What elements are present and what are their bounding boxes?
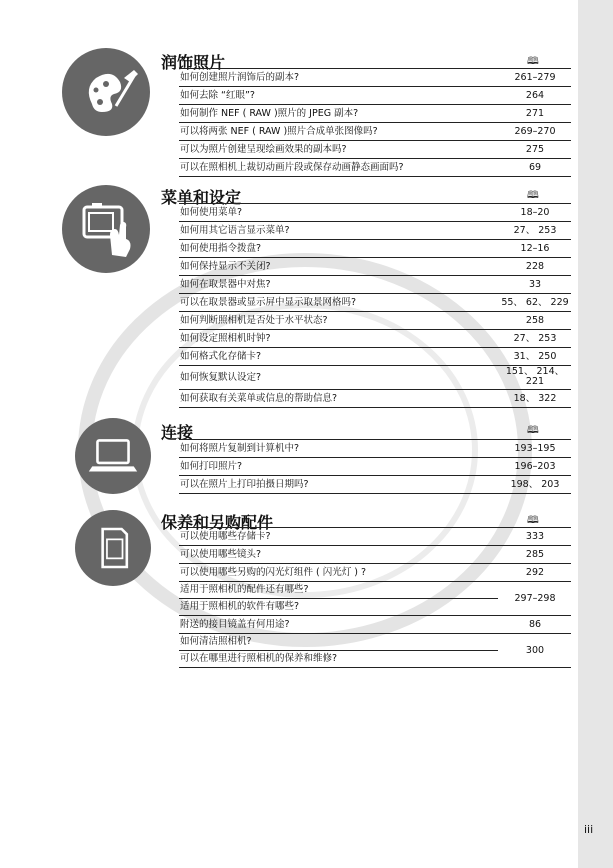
section-menus-settings: [0, 183, 578, 408]
faq-row[interactable]: 如何获取有关菜单或信息的帮助信息? 18、 322: [179, 389, 571, 408]
side-tab-strip: [578, 0, 613, 868]
faq-row[interactable]: 如何格式化存储卡? 31、 250: [179, 347, 571, 365]
faq-row[interactable]: 可以将两张 NEF ( RAW )照片合成单张图像吗? 269–270: [179, 122, 571, 140]
faq-row[interactable]: 如何恢复默认设定? 151、 214、 221: [179, 365, 571, 389]
faq-row[interactable]: 可以使用哪些镜头? 285: [179, 545, 571, 563]
faq-row[interactable]: 可以使用哪些存储卡? 333: [179, 527, 571, 545]
faq-row[interactable]: 可以在照相机上裁切动画片段或保存动画静态画面吗? 69: [179, 158, 571, 177]
faq-row[interactable]: 如何将照片复制到计算机中? 193–195: [179, 439, 571, 457]
faq-row[interactable]: 如何在取景器中对焦? 33: [179, 275, 571, 293]
faq-row[interactable]: 如何去除 “红眼”? 264: [179, 86, 571, 104]
retouch-palette-icon: [62, 48, 150, 136]
section-title: 菜单和设定: [161, 188, 242, 207]
book-reference-icon: 🕮: [527, 190, 539, 201]
page-ref: 300: [525, 645, 545, 656]
faq-row-group[interactable]: [179, 581, 571, 615]
page-number: iii: [584, 823, 594, 836]
section-title: 润饰照片: [161, 53, 226, 72]
section-retouch: [0, 46, 578, 176]
section-title: 保养和另购配件: [161, 513, 274, 532]
faq-row[interactable]: 如何打印照片? 196–203: [179, 457, 571, 475]
faq-row[interactable]: 如何判断照相机是否处于水平状态? 258: [179, 311, 571, 329]
faq-row[interactable]: 如何设定照相机时钟? 27、 253: [179, 329, 571, 347]
faq-row[interactable]: 如何用其它语言显示菜单? 27、 253: [179, 221, 571, 239]
faq-subrow: 适用于照相机的软件有哪些?: [179, 598, 498, 615]
faq-row-group[interactable]: [179, 633, 571, 668]
memory-card-icon: [75, 510, 151, 586]
faq-row[interactable]: 可以在取景器或显示屏中显示取景网格吗? 55、 62、 229: [179, 293, 571, 311]
faq-row[interactable]: 如何保持显示不关闭? 228: [179, 257, 571, 275]
section-care-accessories: [0, 508, 578, 668]
page-ref: 297–298: [514, 593, 556, 604]
book-reference-icon: 🕮: [527, 56, 539, 67]
book-reference-icon: 🕮: [527, 425, 539, 436]
faq-row[interactable]: 附送的接目镜盖有何用途? 86: [179, 615, 571, 633]
faq-subrow: 可以在哪里进行照相机的保养和维修?: [179, 650, 498, 667]
section-connections: [0, 418, 578, 498]
faq-row[interactable]: 如何使用指令拨盘? 12–16: [179, 239, 571, 257]
faq-row[interactable]: 可以在照片上打印拍摄日期吗? 198、 203: [179, 475, 571, 494]
faq-row[interactable]: 如何创建照片润饰后的副本? 261–279: [179, 68, 571, 86]
faq-row[interactable]: 如何使用菜单? 18–20: [179, 203, 571, 221]
laptop-icon: [75, 418, 151, 494]
faq-subrow: 如何清洁照相机?: [180, 636, 252, 647]
camera-menu-icon: [62, 185, 150, 273]
book-reference-icon: 🕮: [527, 515, 539, 526]
faq-row[interactable]: 可以为照片创建呈现绘画效果的副本吗? 275: [179, 140, 571, 158]
faq-row[interactable]: 如何制作 NEF ( RAW )照片的 JPEG 副本? 271: [179, 104, 571, 122]
faq-row[interactable]: 可以使用哪些另购的闪光灯组件 ( 闪光灯 ) ? 292: [179, 563, 571, 581]
faq-subrow: 适用于照相机的配件还有哪些?: [180, 584, 309, 595]
section-title: 连接: [161, 423, 194, 442]
